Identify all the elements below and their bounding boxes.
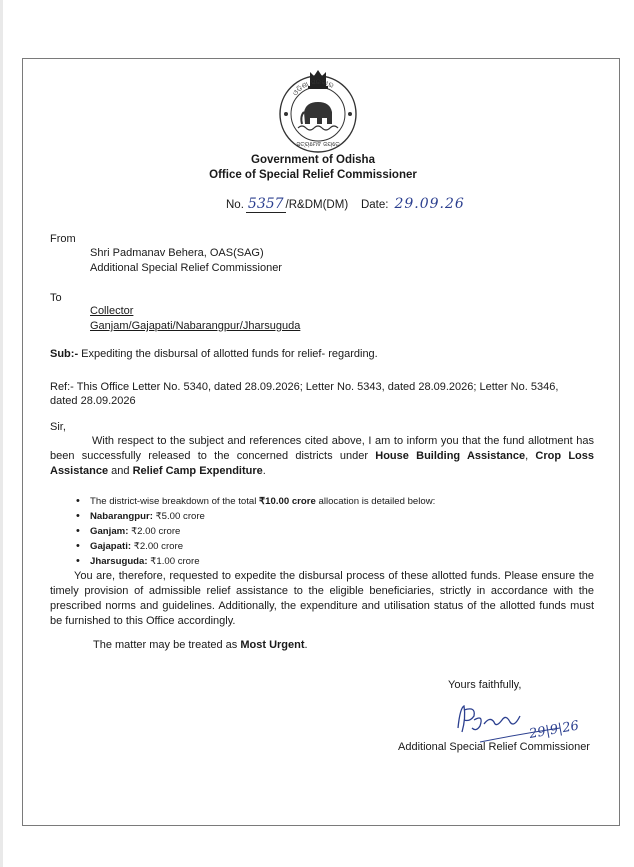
p1-bold-housing: House Building Assistance	[375, 450, 526, 462]
handwritten-letter-number: 5357	[247, 196, 284, 212]
ref-line-2: dated 28.09.2026	[50, 395, 136, 407]
p1-start: With respect to the subject and references cited above, I am to inform you that the fund allotment has been successfully released to the concerned districts under	[50, 435, 594, 462]
list-item	[76, 524, 435, 539]
district-name: Ganjam:	[90, 526, 129, 537]
handwritten-date: 29.09.26	[394, 196, 465, 212]
no-suffix: /R&DM(DM)	[285, 199, 349, 211]
intro-pre: The district-wise breakdown of the total	[90, 496, 257, 507]
to-label: To	[50, 292, 62, 304]
p1-and: and	[111, 465, 130, 477]
p3-pre: The matter may be treated as	[93, 639, 238, 651]
salutation: Sir,	[50, 421, 66, 433]
to-districts: Ganjam/Gajapati/Nabarangpur/Jharsuguda	[90, 320, 301, 332]
district-name: Gajapati:	[90, 541, 132, 552]
p1-bold-camp: Relief Camp Expenditure	[132, 465, 263, 477]
p1-separator: ,	[525, 450, 529, 462]
intro-post: allocation is detailed below:	[318, 496, 436, 507]
p3-end: .	[304, 639, 308, 651]
odisha-emblem	[272, 66, 364, 158]
body-paragraph-1	[50, 434, 594, 479]
date-label: Date:	[360, 199, 389, 211]
body-paragraph-2: You are, therefore, requested to expedite the disbursal process of these allotted funds. Please ensure the timely provision of admissible relief assistance to the eligible beneficiaries, strictly in accordance with the prescribed norms and guidelines. Additionally, the expenditure and utilisation status of the allotted funds must be furnished to this Office accordingly.	[50, 570, 594, 627]
from-label: From	[50, 233, 76, 245]
list-item	[76, 494, 435, 509]
intro-total: ₹10.00 crore	[259, 496, 316, 507]
list-item	[76, 554, 435, 569]
ref-line-1: Ref:- This Office Letter No. 5340, dated 28.09.2026; Letter No. 5343, dated 28.09.2026; Letter No. 5346,	[50, 381, 559, 393]
subject-text: Expediting the disbursal of allotted funds for relief- regarding.	[81, 348, 378, 360]
to-name: Collector	[90, 305, 134, 317]
body-paragraph-3	[93, 638, 308, 653]
list-item	[76, 539, 435, 554]
from-name: Shri Padmanav Behera, OAS(SAG)	[90, 247, 264, 259]
signature-date: 29|9|26	[528, 718, 581, 742]
emblem-top-text: ଓଡିଶା ସରକାର	[291, 77, 336, 98]
office-heading: Office of Special Relief Commissioner	[209, 169, 417, 181]
district-amount: ₹5.00 crore	[155, 511, 205, 522]
yours-faithfully: Yours faithfully,	[448, 679, 522, 691]
p1-end: .	[262, 465, 266, 477]
district-name: Nabarangpur:	[90, 511, 153, 522]
government-heading: Government of Odisha	[251, 154, 375, 166]
subject-label: Sub:-	[50, 348, 79, 360]
emblem-bottom-text: ସତ୍ୟମେବ ଜୟତେ	[296, 141, 340, 148]
district-amount: ₹2.00 crore	[131, 526, 181, 537]
handwritten-signature	[450, 698, 590, 746]
subject-line	[50, 347, 378, 362]
from-designation: Additional Special Relief Commissioner	[90, 262, 282, 274]
scan-edge	[0, 0, 3, 867]
allocation-list	[76, 494, 435, 569]
no-label: No.	[226, 199, 244, 211]
letter-reference-line	[226, 196, 465, 213]
district-amount: ₹2.00 crore	[133, 541, 184, 552]
p1-bold-crop: Crop Loss Assistance	[50, 450, 594, 477]
closing-designation: Additional Special Relief Commissioner	[398, 741, 590, 753]
district-name: Jharsuguda:	[90, 556, 148, 567]
list-item	[76, 509, 435, 524]
p3-most-urgent: Most Urgent	[240, 639, 305, 651]
district-amount: ₹1.00 crore	[150, 556, 200, 567]
